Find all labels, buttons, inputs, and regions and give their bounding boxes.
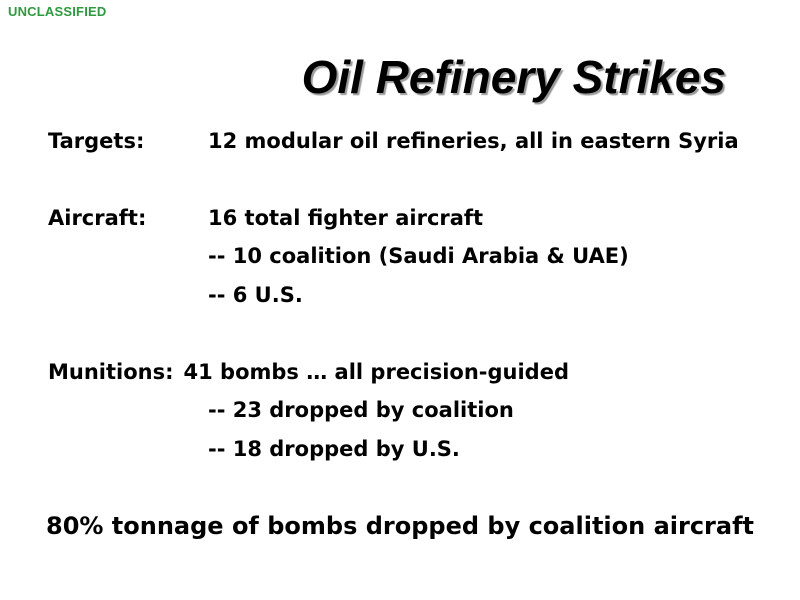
targets-label: Targets: [48,129,145,153]
targets-value: 12 modular oil refineries, all in eastern Syria [208,129,739,153]
aircraft-total: 16 total fighter aircraft [208,206,484,230]
aircraft-label: Aircraft: [48,206,147,230]
aircraft-coalition: -- 10 coalition (Saudi Arabia & UAE) [208,244,629,268]
munitions-row [48,359,569,385]
munitions-coalition: -- 23 dropped by coalition [208,398,514,422]
classification-marking: UNCLASSIFIED [8,4,107,19]
summary-statement: 80% tonnage of bombs dropped by coalition aircraft [46,512,754,540]
munitions-value: 41 bombs … all precision-guided [183,360,569,384]
munitions-label: Munitions: [48,360,174,384]
aircraft-us: -- 6 U.S. [208,283,303,307]
munitions-us: -- 18 dropped by U.S. [208,437,460,461]
slide-title: Oil Refinery Strikes [301,51,726,103]
